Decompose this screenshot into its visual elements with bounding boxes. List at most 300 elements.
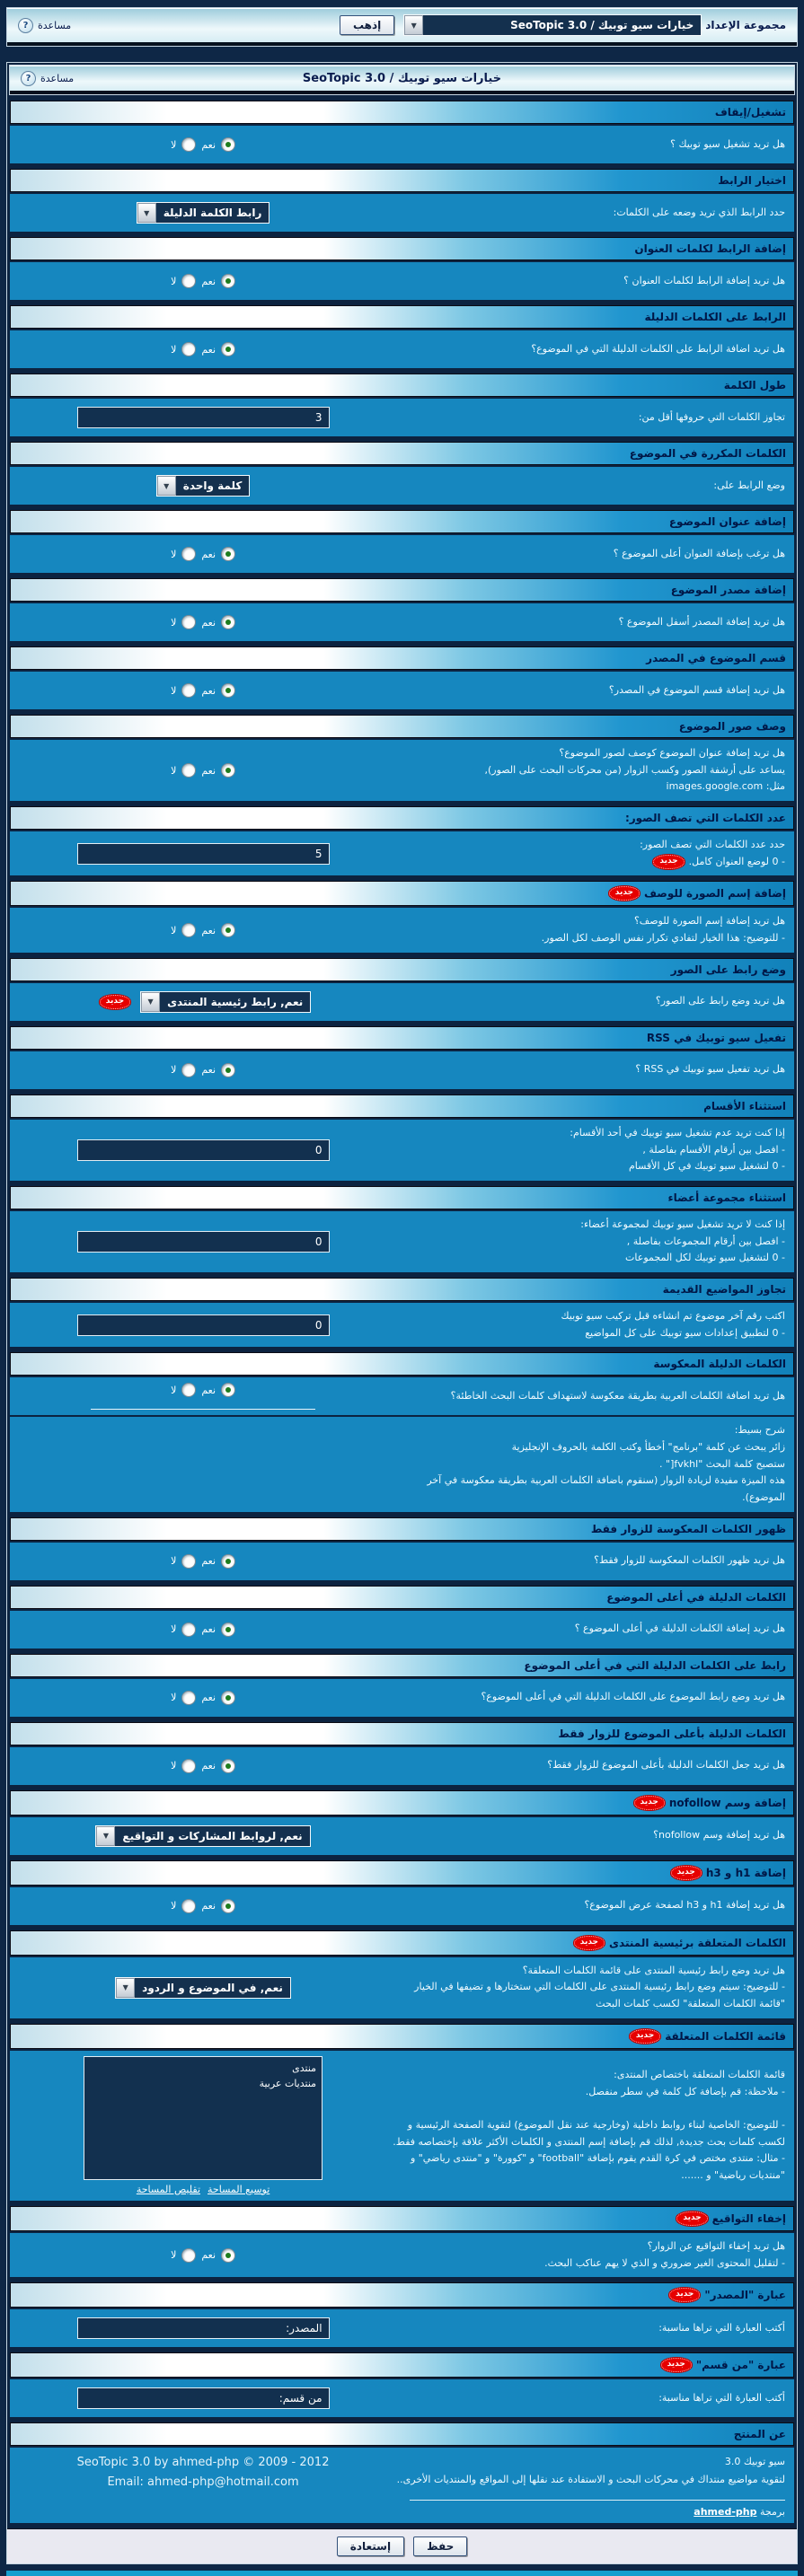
question-cell [387,546,785,563]
question-text: أكتب العبارة التي تراها مناسبة: [658,2391,785,2404]
radio-no-label: لا [171,684,177,697]
question-cell [387,1308,785,1341]
settings-row [10,399,794,436]
radio-no[interactable] [181,1759,196,1773]
radio-no[interactable] [181,137,196,152]
radio-no[interactable] [181,1554,196,1569]
section-header [10,1352,794,1376]
section-title: رابط على الكلمات الدليلة التي في أعلى الموضوع [524,1658,786,1672]
hint-text: - 0 لتطبيق إعدادات سيو توبيك على كل المواضيع [585,1326,785,1339]
radio-no-label: لا [171,138,177,151]
question-cell [387,993,785,1010]
yes-no-radio-group [171,1622,235,1637]
question-text: هل تريد تفعيل سيو توبيك في RSS ؟ [635,1063,785,1076]
section-header [10,1026,794,1050]
keywords-textarea[interactable] [84,2056,322,2180]
hint-text: يساعد على أرشفة الصور وكسب الزوار (من محركات البحث على الصور), [484,763,785,776]
credit-link[interactable]: ahmed-php [694,2506,757,2519]
question-cell [387,837,785,870]
radio-no[interactable] [181,1622,196,1637]
question-text: هل تريد إضافة إسم الصورة للوصف؟ [633,915,785,928]
section-title: قائمة الكلمات المتعلقة [665,2029,786,2043]
section-header [10,237,794,260]
hint-text: - للتوضيح: هذا الخيار لتفادي تكرار نفس الوصف لكل الصور. [541,932,785,945]
settings-row [10,1817,794,1855]
yes-no-radio-group [171,274,235,288]
question-text: اكتب رقم آخر موضوع تم انشاءه قبل تركيب سيو توبيك [561,1309,785,1322]
about-line: سيو توبيك 3.0 [724,2456,785,2468]
page-title: خيارات سيو توبيك / SeoTopic 3.0 [302,72,502,85]
question-text: أكتب العبارة التي تراها مناسبة: [658,2321,785,2334]
radio-yes-label: نعم [201,684,216,697]
radio-yes-label: نعم [201,1692,216,1704]
question-text: إذا كنت تريد عدم تشغيل سيو توبيك في أحد الأقسام: [570,1126,785,1139]
hint-text: - للتوضيح: سيتم وضع رابط رئيسية المنتدى على الكلمات التي ستختارها و تضيفها في الخيار "قائمة الكلمات المتعلقة" لكسب كلمات البحث [414,1981,785,2010]
section-title: استثناء الأقسام [703,1099,786,1112]
control-cell [19,274,387,288]
question-text: هل تريد إضافة عنوان الموضوع كوصف لصور الموضوع؟ [559,747,785,759]
radio-no[interactable] [181,1899,196,1913]
question-cell [387,478,785,495]
settings-row [10,126,794,163]
control-cell [19,475,387,497]
settings-group-bar [6,7,798,47]
question-text: هل تريد إضافة الرابط لكلمات العنوان ؟ [623,274,785,286]
radio-no[interactable] [181,1691,196,1705]
dropdown-select-value: كلمة واحدة [182,479,243,492]
question-cell [387,2067,785,2185]
hint-text [387,2100,785,2117]
dropdown-select[interactable] [140,991,311,1013]
about-arabic-text [387,2453,785,2489]
new-badge: جديد [609,886,640,901]
save-button[interactable]: حفظ [413,2536,467,2556]
question-text: هل تريد جعل الكلمات الدليلة بأعلى الموضوع للزوار فقط؟ [547,1759,785,1772]
text-input[interactable] [77,2387,330,2409]
settings-row [10,194,794,232]
radio-no[interactable] [181,615,196,629]
radio-no-label: لا [171,924,177,936]
yes-no-radio-group [171,923,235,937]
settings-group-label: مجموعة الإعداد [705,19,786,31]
radio-no-label: لا [171,616,177,629]
question-text: هل ترغب بإضافة العنوان أعلى الموضوع ؟ [613,547,785,559]
control-cell [19,843,387,865]
control-cell [19,1977,387,1999]
section-title: تجاوز المواضيع القديمة [662,1282,786,1296]
section-title: عن المنتج [733,2428,786,2441]
divider [410,2500,785,2501]
radio-no[interactable] [181,547,196,561]
radio-no[interactable] [181,1063,196,1077]
yes-no-radio-group [171,137,235,152]
seotopic-options-panel [6,62,798,2564]
section-title: إخفاء التواقيع [711,2211,786,2225]
section-header [10,1278,794,1301]
radio-no-label: لا [171,548,177,560]
section-title: وصف صور الموضوع [678,720,786,733]
new-badge: جديد [676,2211,707,2226]
dropdown-select-value: نعم, في الموضوع و الردود [142,1981,283,1994]
radio-no[interactable] [181,342,196,356]
radio-no[interactable] [181,683,196,698]
radio-yes[interactable] [221,683,235,698]
settings-row [10,1887,794,1925]
question-text: هل تريد اضافة الرابط على الكلمات الدليلة التي في الموضوع؟ [531,342,785,355]
hint-text: هذه الميزة مفيدة لزيادة الزوار (سنقوم باضافة الكلمات العربية بطريقة معكوسة في آخر الموضوع). [427,1474,785,1504]
control-cell [19,683,387,698]
select-wrap [137,202,270,224]
yes-no-radio-group [171,1554,235,1569]
bottom-strip [6,2571,798,2576]
section-header [10,958,794,981]
section-title: إضافة الرابط لكلمات العنوان [634,242,786,255]
section-title: ظهور الكلمات المعكوسة للزوار فقط [590,1522,786,1535]
restore-button[interactable]: إستعادة [337,2536,404,2556]
section-header [10,806,794,830]
question-text: حدد عدد الكلمات التي تصف الصور: [640,839,785,851]
dropdown-select[interactable] [137,202,270,224]
radio-yes[interactable] [221,274,235,288]
yes-no-radio-group [171,683,235,698]
section-header [10,1930,794,1956]
section-header [10,578,794,602]
settings-row [10,1211,794,1272]
control-cell [19,1314,387,1336]
settings-row [10,1303,794,1347]
radio-yes[interactable] [221,547,235,561]
radio-yes-label: نعم [201,1555,216,1568]
settings-row [10,1679,794,1717]
radio-no-label: لا [171,275,177,287]
settings-row [10,2448,794,2523]
footer-bar [7,2528,797,2563]
radio-no[interactable] [181,2248,196,2263]
control-cell [19,1759,387,1773]
radio-yes[interactable] [221,1622,235,1637]
settings-row [10,908,794,952]
select-wrap [95,1825,310,1847]
question-text: هل تريد إضافة الكلمات الدليلة في أعلى الموضوع ؟ [574,1622,785,1635]
control-cell [19,1231,387,1253]
radio-yes[interactable] [221,763,235,778]
section-header [10,1790,794,1816]
section-title: عبارة "من قسم" [695,2359,786,2372]
section-header [10,1586,794,1609]
hint-text: مثل: images.google.com [666,780,785,793]
question-text: هل تريد تشغيل سيو توبيك ؟ [670,137,785,150]
question-text: هل تريد إضافة وسم nofollow؟ [653,1829,785,1842]
hint-text: - ملاحظة: قم بإضافة كل كلمة في سطر منفصل. [585,2085,785,2097]
radio-yes[interactable] [221,1554,235,1569]
settings-row [10,1747,794,1785]
settings-row [10,603,794,641]
chevron-down-icon: ▼ [116,1978,135,1998]
control-cell [19,1899,387,1913]
credit-line [19,2506,785,2518]
settings-row [10,831,794,875]
text-input[interactable] [77,2317,330,2339]
panel-header-bar [9,65,795,95]
resize-link[interactable]: توسيع المساحة [208,2183,270,2195]
control-cell [19,202,387,224]
section-title: الكلمات الدليلة المعكوسة [653,1358,786,1371]
radio-yes-label: نعم [201,138,216,151]
settings-row [10,1543,794,1580]
section-title: إضافة h1 و h3 [705,1866,786,1879]
about-block [19,2453,785,2492]
radio-no[interactable] [181,1383,196,1397]
section-title: عدد الكلمات التي تصف الصور: [624,812,786,825]
question-cell [387,1217,785,1267]
radio-yes[interactable] [221,1691,235,1705]
section-header [10,442,794,465]
question-cell [387,1621,785,1638]
question-cell [387,1422,785,1506]
question-cell [387,136,785,154]
radio-yes[interactable] [221,137,235,152]
resize-link[interactable]: تقليص المساحة [136,2183,201,2195]
new-badge: جديد [669,2288,700,2302]
settings-group-select-value: خيارات سيو توبيك / SeoTopic 3.0 [510,19,694,31]
yes-no-radio-group [171,615,235,629]
question-text: وضع الرابط على: [713,479,785,491]
question-cell [387,1757,785,1774]
control-cell [19,2056,387,2195]
chevron-down-icon: ▼ [404,15,423,35]
dropdown-select-value: رابط الكلمة الدليلة [163,207,262,219]
section-title: وضع رابط على الصور [670,963,786,976]
settings-group-select[interactable] [403,14,702,36]
radio-no-label: لا [171,343,177,356]
control-cell [19,137,387,152]
question-cell [387,1552,785,1569]
hint-text: - 0 لتشغيل سيو توبيك في كل الأقسام [628,1160,785,1173]
section-header [10,1186,794,1209]
hint-text: زائر يبحث عن كلمة "برنامج" أخطأ وكتب الكلمة بالحروف الإنجليزية [511,1441,785,1453]
section-title: الرابط على الكلمات الدليلة [644,311,786,323]
text-input[interactable] [77,407,330,428]
radio-no[interactable] [181,923,196,937]
yes-no-radio-group [171,1383,235,1397]
new-badge: جديد [634,1796,665,1810]
question-text: تجاوز الكلمات التي حروفها أقل من: [638,410,785,423]
radio-no-label: لا [171,1760,177,1772]
section-title: الكلمات المتعلقة برئيسية المنتدى [609,1936,786,1949]
radio-no-label: لا [171,1623,177,1636]
text-input[interactable] [77,1314,330,1336]
radio-yes-label: نعم [201,1623,216,1636]
help-link-top[interactable]: مساعدة ? [18,18,71,33]
settings-row [10,330,794,368]
radio-no-label: لا [171,1555,177,1568]
settings-row [10,2379,794,2417]
section-header [10,1654,794,1677]
radio-yes[interactable] [221,1383,235,1397]
hint-text: - افصل بين أرقام الأقسام بفاصلة , [642,1143,785,1156]
hint-text: - للتوضيح: الخاصية لبناء روابط داخلية (وخارجية عند نقل الموضوع) لتقوية الصفحة الرئيسية و لكسب كلمات بحث جديدة, لذلك قم بإضافة إسم المنتدى و الكلمات الأكثر علاقة بإختصاصه فقط. [393,2118,785,2148]
section-header [10,2024,794,2049]
new-badge: جديد [661,2358,692,2372]
question-text: إذا كنت لا تريد تشغيل سيو توبيك لمجموعة أعضاء: [580,1218,785,1230]
dropdown-select-value: نعم, رابط رئيسية المنتدى [167,995,304,1008]
radio-no[interactable] [181,763,196,778]
control-cell [19,1691,387,1705]
settings-row [10,1417,794,1511]
dropdown-select[interactable] [95,1825,310,1847]
text-input[interactable] [77,1231,330,1253]
question-cell [387,273,785,290]
yes-no-radio-group [171,342,235,356]
radio-yes-label: نعم [201,1760,216,1772]
radio-yes-label: نعم [201,548,216,560]
textarea-resize-links [137,2184,269,2195]
question-cell [387,1689,785,1706]
section-header [10,305,794,329]
section-title: إضافة وسم nofollow [668,1796,786,1809]
question-cell [387,2238,785,2272]
radio-no[interactable] [181,274,196,288]
question-text: هل تريد وضع رابط رئيسية المنتدى على قائمة الكلمات المتعلقة؟ [522,1964,785,1976]
section-header [10,2422,794,2446]
question-cell [387,1963,785,2013]
new-badge: جديد [100,995,130,1009]
section-header [10,510,794,533]
text-input[interactable] [77,843,330,865]
control-cell [19,615,387,629]
hint-text: - لتقليل المحتوى الغير ضروري و الذي لا يهم عناكب البحث. [544,2256,785,2269]
chevron-down-icon: ▼ [157,476,176,496]
radio-yes-label: نعم [201,1384,216,1396]
control-cell [19,547,387,561]
section-header [10,374,794,397]
question-cell [387,409,785,426]
question-text: هل تريد إضافة قسم الموضوع في المصدر؟ [608,683,785,696]
question-cell [387,745,785,796]
about-english-text [19,2453,387,2492]
text-input[interactable] [77,1139,330,1161]
settings-row [10,1377,794,1415]
sections [9,101,795,2523]
question-cell [387,913,785,946]
radio-yes[interactable] [221,615,235,629]
control-cell [19,2317,387,2339]
divider [91,1409,315,1410]
radio-yes-label: نعم [201,764,216,777]
section-title: تشغيل/إيقاف [714,106,786,119]
radio-yes-label: نعم [201,1064,216,1077]
section-header [10,1095,794,1118]
help-icon: ? [18,18,33,33]
question-cell [387,1061,785,1078]
control-cell [19,763,387,778]
section-header [10,2282,794,2308]
question-cell [387,1125,785,1175]
control-cell [19,1139,387,1161]
yes-no-radio-group [171,1063,235,1077]
radio-no-label: لا [171,1900,177,1912]
dropdown-select[interactable] [115,1977,291,1999]
control-cell [19,991,387,1013]
about-line: لتقوية مواضيع منتداك في محركات البحث و الاستفادة عند نقلها إلى المواقع والمنتديات الأخرى.. [396,2473,785,2485]
radio-yes-label: نعم [201,343,216,356]
control-cell [19,407,387,428]
control-cell [19,923,387,937]
section-header [10,715,794,738]
hint-text: - افصل بين أرقام المجموعات بفاصلة , [626,1235,785,1247]
settings-row [10,1611,794,1648]
control-cell [19,1825,387,1847]
question-cell [387,1897,785,1914]
control-cell [19,1554,387,1569]
hint-text: - 0 لوضع العنوان كامل.جديد [387,854,785,871]
hint-text: شرح بسيط: [734,1424,785,1437]
control-cell [19,1063,387,1077]
yes-no-radio-group [171,1899,235,1913]
settings-row [10,1051,794,1089]
question-cell [387,614,785,631]
question-cell [387,2320,785,2337]
control-cell [19,1622,387,1637]
chevron-down-icon: ▼ [141,992,160,1012]
radio-yes-label: نعم [201,2249,216,2261]
yes-no-radio-group [171,1691,235,1705]
control-cell [19,1383,387,1410]
settings-row [10,262,794,300]
radio-no-label: لا [171,1384,177,1396]
radio-yes[interactable] [221,1063,235,1077]
chevron-down-icon: ▼ [96,1826,115,1846]
hint-text: ستصبح كلمة البحث "fvkhl[" . [659,1457,785,1470]
hint-text: - مثال: منتدى مختص في كرة القدم يقوم بإضافة "football" و "كوورة" و "منتدى رياضي" و "منتديات رياضية" و ....... [410,2152,785,2182]
section-header [10,101,794,124]
section-header [10,1722,794,1745]
settings-row [10,2309,794,2347]
dropdown-select-value: نعم, لروابط المشاركات و التواقيع [122,1829,303,1842]
go-button[interactable]: إذهب [340,15,394,35]
question-text: هل تريد وضع رابط على الصور؟ [655,995,785,1007]
yes-no-radio-group [171,2248,235,2263]
radio-yes[interactable] [221,342,235,356]
settings-row [10,1120,794,1181]
radio-no-label: لا [171,1692,177,1704]
question-text: هل تريد ظهور الكلمات المعكوسة للزوار فقط؟ [594,1554,785,1567]
radio-yes[interactable] [221,1899,235,1913]
dropdown-select[interactable] [156,475,251,497]
credit-label: برمجة [756,2506,785,2519]
question-text: قائمة الكلمات المتعلقة باختصاص المنتدى: [614,2068,785,2080]
radio-yes[interactable] [221,2248,235,2263]
radio-yes-label: نعم [201,1900,216,1912]
radio-yes[interactable] [221,1759,235,1773]
about-line: SeoTopic 3.0 by ahmed-php © 2009 - 2012 [76,2456,330,2470]
radio-no-label: لا [171,2249,177,2261]
section-header [10,646,794,670]
section-title: عبارة "المصدر" [704,2289,786,2302]
select-wrap [156,475,251,497]
radio-yes[interactable] [221,923,235,937]
radio-yes-label: نعم [201,924,216,936]
question-cell [387,1827,785,1844]
help-link-panel[interactable]: مساعدة ? [21,71,74,86]
about-line: Email: ahmed-php@hotmail.com [107,2475,299,2490]
settings-row [10,1957,794,2018]
section-title: إضافة مصدر الموضوع [670,584,786,596]
select-wrap [115,1977,291,1999]
radio-yes-label: نعم [201,275,216,287]
select-wrap [95,991,312,1013]
radio-yes-label: نعم [201,616,216,629]
